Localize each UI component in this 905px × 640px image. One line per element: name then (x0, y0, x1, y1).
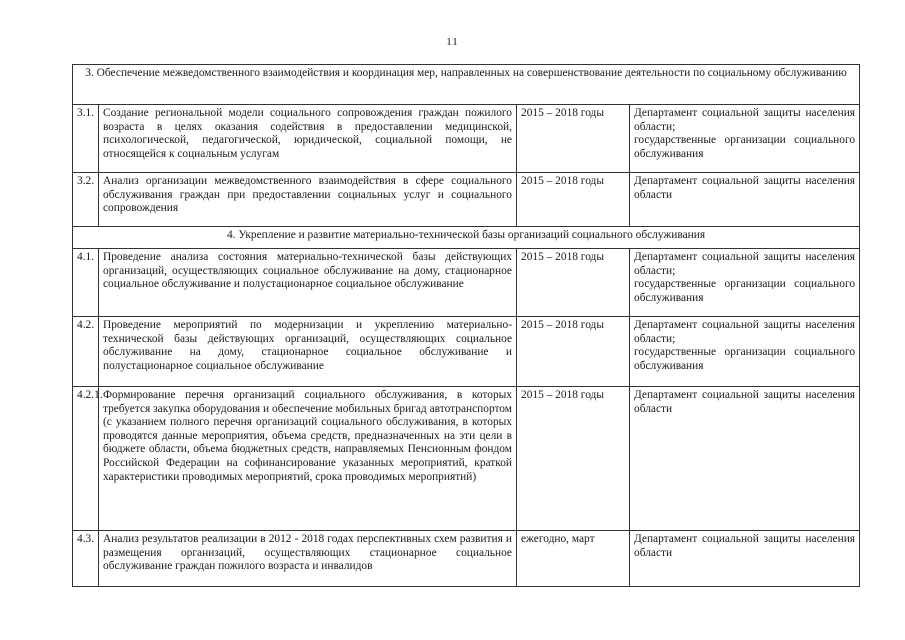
responsible-line: Департамент социальной защиты населения области (634, 389, 856, 415)
responsible-line: Департамент социальной защиты населения области; (634, 319, 856, 345)
deadline: 2015 – 2018 годы (517, 173, 630, 227)
task-description: Формирование перечня организаций социального обслуживания, в которых требуется закупка оборудования и обеспечение мобильных бригад автотранспортом (с указанием полного перечня организаций социального обслуживания, в которых проводятся данные мероприятия, объема средств, предназначенных на эти цели в бюджете области, объема бюджетных средств, направляемых Пенсионным фондом Российской Федерации на софинансирование указанных мероприятий, краткой характеристики проводимых мероприятий, срока проводимых мероприятий) (99, 387, 517, 531)
action-plan-table (72, 64, 860, 587)
deadline: ежегодно, март (517, 531, 630, 587)
section-title: 4. Укрепление и развитие материально-технической базы организаций социального обслуживания (73, 227, 860, 249)
item-number: 4.2. (73, 317, 99, 387)
table-row (73, 173, 860, 227)
deadline: 2015 – 2018 годы (517, 317, 630, 387)
task-description: Проведение мероприятий по модернизации и укреплению материально-технической базы действующих организаций, осуществляющих социальное обслуживание на дому, стационарное социальное обслуживание и полустационарное социальное обслуживание (99, 317, 517, 387)
task-description: Создание региональной модели социального сопровождения граждан пожилого возраста в целях оказания содействия в предоставлении медицинской, психологической, педагогической, юридической, социальной помощи, не относящейся к социальным услугам (99, 105, 517, 173)
responsible (630, 105, 860, 173)
table-row (73, 387, 860, 531)
item-number: 3.1. (73, 105, 99, 173)
responsible (630, 531, 860, 587)
table-row (73, 317, 860, 387)
responsible-line: Департамент социальной защиты населения области; (634, 251, 856, 277)
responsible (630, 317, 860, 387)
responsible-line: государственные организации социального обслуживания (634, 346, 856, 372)
item-number: 4.2.1. (73, 387, 99, 531)
task-description: Анализ результатов реализации в 2012 - 2018 годах перспективных схем развития и размещения организаций, осуществляющих стационарное социальное обслуживание граждан пожилого возраста и инвалидов (99, 531, 517, 587)
responsible (630, 387, 860, 531)
item-number: 4.1. (73, 249, 99, 317)
responsible-line: Департамент социальной защиты населения области; (634, 107, 856, 133)
table-row (73, 249, 860, 317)
item-number: 3.2. (73, 173, 99, 227)
section-header-row (73, 227, 860, 249)
item-number: 4.3. (73, 531, 99, 587)
responsible (630, 173, 860, 227)
deadline: 2015 – 2018 годы (517, 387, 630, 531)
page-number: 11 (446, 36, 459, 48)
table-row (73, 105, 860, 173)
deadline: 2015 – 2018 годы (517, 249, 630, 317)
responsible-line: государственные организации социального обслуживания (634, 134, 856, 160)
task-description: Проведение анализа состояния материально-технической базы действующих организаций, осуществляющих социальное обслуживание на дому, стационарное социальное обслуживание и полустационарное социальное обслуживание (99, 249, 517, 317)
responsible-line: Департамент социальной защиты населения области (634, 533, 856, 559)
responsible-line: государственные организации социального обслуживания (634, 278, 856, 304)
section-title: 3. Обеспечение межведомственного взаимодействия и координация мер, направленных на совершенствование деятельности по социальному обслуживанию (73, 65, 860, 105)
deadline: 2015 – 2018 годы (517, 105, 630, 173)
task-description: Анализ организации межведомственного взаимодействия в сфере социального обслуживания граждан при предоставлении социальных услуг и социального сопровождения (99, 173, 517, 227)
responsible (630, 249, 860, 317)
responsible-line: Департамент социальной защиты населения области (634, 175, 856, 201)
section-header-row (73, 65, 860, 105)
table-row (73, 531, 860, 587)
